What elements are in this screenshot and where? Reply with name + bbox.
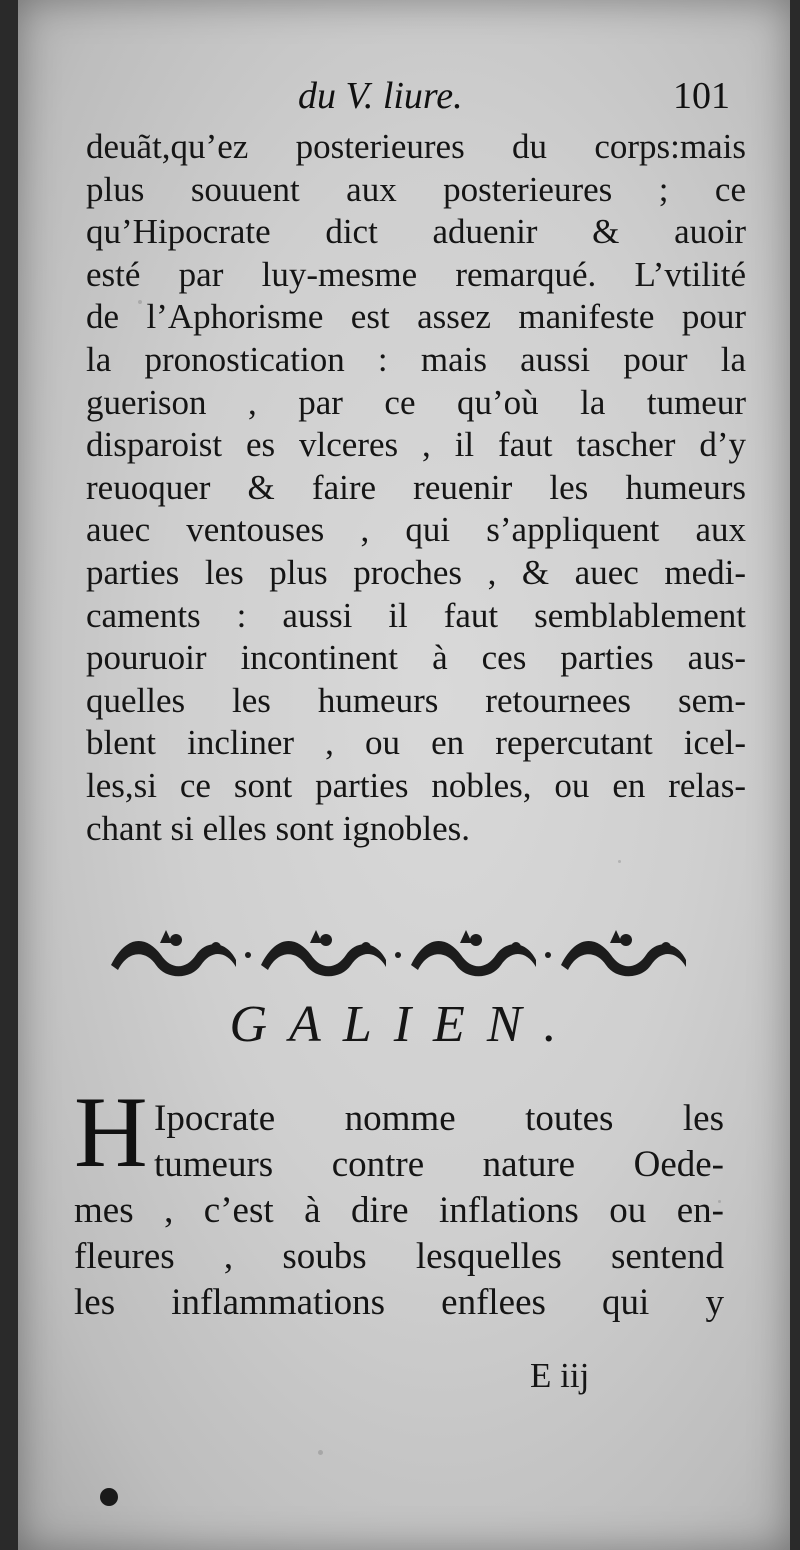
text-line: la pronostication : mais aussi pour la	[86, 339, 746, 379]
drop-cap: H	[74, 1076, 148, 1189]
text-line: quelles les humeurs retournees sem-	[86, 680, 746, 720]
text-line: pouruoir incontinent à ces parties aus-	[86, 638, 746, 678]
ornament-motifs	[111, 930, 686, 976]
page-header	[18, 74, 790, 124]
book-page	[18, 0, 790, 1550]
text-line: auec ventouses , qui s’appliquent aux	[86, 510, 746, 550]
text-line: mes , c’est à dire inflations ou en-	[74, 1190, 724, 1231]
text-line: disparoist es vlceres , il faut tascher d’y	[86, 425, 746, 465]
text-line: les,si ce sont parties nobles, ou en relas-	[86, 765, 746, 805]
text-line: deuãt,qu’ez posterieures du corps:mais	[86, 127, 746, 166]
running-title: du V. liure.	[298, 75, 463, 117]
text-line: de l’Aphorisme est assez manifeste pour	[86, 297, 746, 337]
text-line: caments : aussi il faut semblablement	[86, 595, 746, 635]
text-line: tumeurs contre nature Oede-	[154, 1144, 724, 1185]
text-line: guerison , par ce qu’où la tumeur	[86, 382, 746, 422]
ornament-band	[106, 925, 702, 983]
text-line: reuoquer & faire reuenir les humeurs	[86, 467, 746, 507]
text-line: les inflammations enflees qui y	[74, 1282, 724, 1323]
text-line: plus souuent aux posterieures ; ce	[86, 169, 746, 209]
ink-spot	[100, 1488, 118, 1506]
signature-mark: E iij	[530, 1356, 590, 1395]
text-line: Ipocrate nomme toutes les	[154, 1098, 724, 1139]
text-line: parties les plus proches , & auec medi-	[86, 552, 746, 592]
page-number: 101	[673, 75, 730, 117]
text-line: fleures , soubs lesquelles sentend	[74, 1236, 724, 1277]
text-line: chant si elles sont ignobles.	[86, 808, 470, 848]
body-text	[86, 126, 746, 850]
text-line: qu’Hipocrate dict aduenir & auoir	[86, 212, 746, 252]
section-heading: GALIEN.	[229, 996, 579, 1053]
text-line: esté par luy-mesme remarqué. L’vtilité	[86, 254, 746, 294]
text-line: blent incliner , ou en repercutant icel-	[86, 723, 746, 763]
section-text	[74, 1096, 724, 1326]
